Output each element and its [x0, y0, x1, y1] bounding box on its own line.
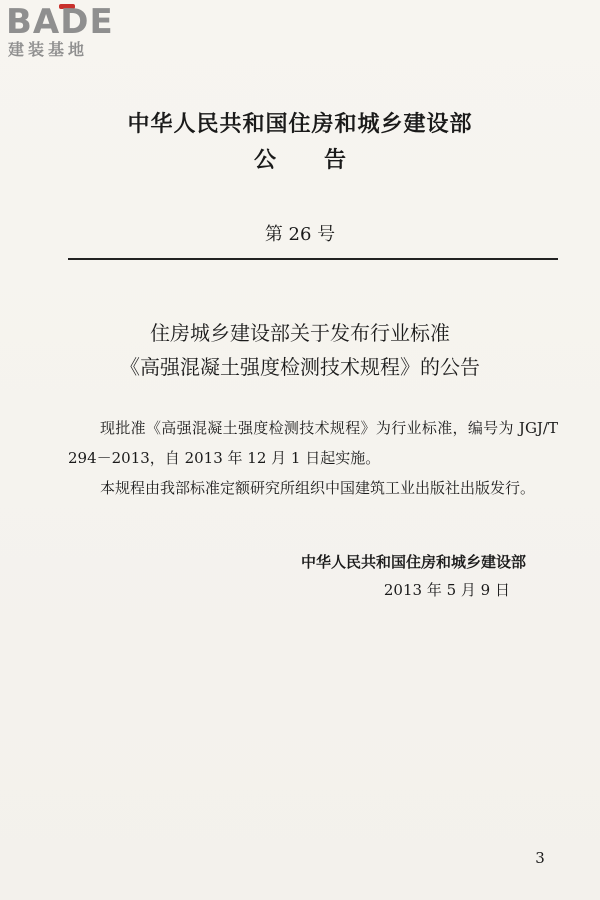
announcement-subject — [0, 316, 600, 384]
subject-line-2: 《高强混凝土强度检测技术规程》的公告 — [120, 355, 480, 379]
logo-brand-text: BADE — [6, 2, 114, 42]
announcement-title-char-2: 告 — [324, 148, 347, 173]
page-number: 3 — [535, 849, 545, 867]
logo-brand-subtext: 建装基地 — [8, 40, 89, 59]
subject-line-1: 住房城乡建设部关于发布行业标准 — [150, 321, 450, 345]
issuing-authority-heading: 中华人民共和国住房和城乡建设部 — [127, 112, 473, 137]
header-divider — [68, 258, 558, 260]
signature-date: 2013 年 5 月 9 日 — [383, 581, 510, 599]
bade-watermark-logo — [6, 4, 122, 60]
announcement-number: 第 26 号 — [264, 224, 336, 245]
body-paragraph-2: 本规程由我部标准定额研究所组织中国建筑工业出版社出版发行。 — [100, 479, 536, 497]
signature-issuer: 中华人民共和国住房和城乡建设部 — [300, 553, 526, 571]
announcement-title — [0, 146, 600, 176]
announcement-title-char-1: 公 — [253, 148, 276, 173]
body-paragraph-1: 现批准《高强混凝土强度检测技术规程》为行业标准，编号为 JGJ/T 294－2013，自 2013 年 12 月 1 日起实施。 — [68, 419, 558, 467]
